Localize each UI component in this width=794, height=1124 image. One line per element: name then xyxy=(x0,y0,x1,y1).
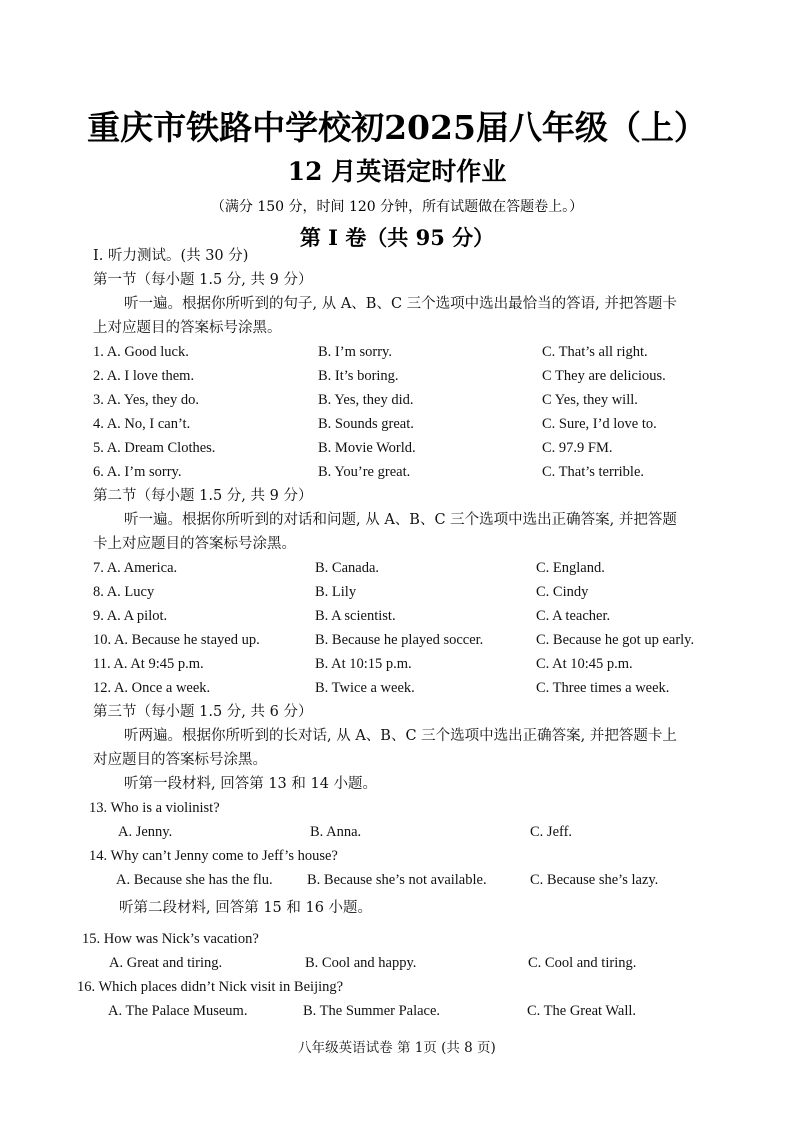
page-footer: 八年级英语试卷 第 1页 (共 8 页) xyxy=(298,1040,496,1056)
option-c: C. 97.9 FM. xyxy=(542,440,613,456)
section-instruction: 听一遍。根据你所听到的对话和问题, 从 A、B、C 三个选项中选出正确答案, 并把答题 xyxy=(124,512,677,528)
question-stem: 13. Who is a violinist? xyxy=(89,800,220,816)
option-a: A. Jenny. xyxy=(118,824,173,840)
option-a: A. Because she has the flu. xyxy=(116,872,273,888)
option-b: B. Cool and happy. xyxy=(305,955,417,971)
part-heading: I. 听力测试。(共 30 分) xyxy=(93,248,249,264)
option-c: C. Because he got up early. xyxy=(536,632,695,648)
option-c: C. A teacher. xyxy=(536,608,611,624)
section-instruction: 听两遍。根据你所听到的长对话, 从 A、B、C 三个选项中选出正确答案, 并把答题卡上 xyxy=(124,728,677,744)
section-heading: 第一节（每小题 1.5 分, 共 9 分） xyxy=(93,272,313,288)
option-b: B. Anna. xyxy=(310,824,362,840)
option-a: 8. A. Lucy xyxy=(93,584,155,600)
option-c: C. Sure, I’d love to. xyxy=(542,416,657,432)
section-heading: 第二节（每小题 1.5 分, 共 9 分） xyxy=(93,488,313,504)
option-c: C. Three times a week. xyxy=(536,680,670,696)
option-c: C Yes, they will. xyxy=(542,392,638,408)
option-b: B. Movie World. xyxy=(318,440,416,456)
question-stem: 15. How was Nick’s vacation? xyxy=(82,931,259,947)
option-a: 9. A. A pilot. xyxy=(93,608,168,624)
option-a: 10. A. Because he stayed up. xyxy=(93,632,260,648)
section-instruction: 上对应题目的答案标号涂黑。 xyxy=(93,320,282,336)
option-c: C. Cool and tiring. xyxy=(528,955,637,971)
option-b: B. The Summer Palace. xyxy=(303,1003,441,1019)
option-c: C. Because she’s lazy. xyxy=(530,872,659,888)
option-b: B. You’re great. xyxy=(318,464,411,480)
material-note: 听第二段材料, 回答第 15 和 16 小题。 xyxy=(119,900,373,916)
option-a: 3. A. Yes, they do. xyxy=(93,392,199,408)
option-a: 4. A. No, I can’t. xyxy=(93,416,191,432)
option-b: B. Because he played soccer. xyxy=(315,632,484,648)
section-heading: 第三节（每小题 1.5 分, 共 6 分） xyxy=(93,704,313,720)
option-b: B. Because she’s not available. xyxy=(307,872,487,888)
option-c: C. Jeff. xyxy=(530,824,573,840)
section-instruction: 卡上对应题目的答案标号涂黑。 xyxy=(93,536,296,552)
option-c: C. The Great Wall. xyxy=(527,1003,637,1019)
option-a: A. The Palace Museum. xyxy=(108,1003,248,1019)
option-b: B. At 10:15 p.m. xyxy=(315,656,412,672)
option-a: 2. A. I love them. xyxy=(93,368,195,384)
volume-heading: 第 I 卷（共 95 分） xyxy=(299,225,495,250)
option-a: 7. A. America. xyxy=(93,560,178,576)
option-c: C. That’s terrible. xyxy=(542,464,645,480)
section-instruction: 对应题目的答案标号涂黑。 xyxy=(93,752,267,768)
question-stem: 14. Why can’t Jenny come to Jeff’s house? xyxy=(89,848,338,864)
question-stem: 16. Which places didn’t Nick visit in Beijing? xyxy=(77,979,344,995)
exam-subtitle: 12 月英语定时作业 xyxy=(287,157,507,186)
option-c: C. That’s all right. xyxy=(542,344,648,360)
option-b: B. A scientist. xyxy=(315,608,396,624)
option-b: B. Twice a week. xyxy=(315,680,415,696)
option-a: 12. A. Once a week. xyxy=(93,680,211,696)
option-a: 5. A. Dream Clothes. xyxy=(93,440,216,456)
option-a: 6. A. I’m sorry. xyxy=(93,464,182,480)
option-c: C They are delicious. xyxy=(542,368,666,384)
option-b: B. I’m sorry. xyxy=(318,344,392,360)
section-instruction: 听一遍。根据你所听到的句子, 从 A、B、C 三个选项中选出最恰当的答语, 并把答题卡 xyxy=(124,296,677,312)
material-note: 听第一段材料, 回答第 13 和 14 小题。 xyxy=(124,776,378,792)
option-a: A. Great and tiring. xyxy=(109,955,223,971)
option-b: B. Yes, they did. xyxy=(318,392,414,408)
option-c: C. England. xyxy=(536,560,605,576)
option-c: C. At 10:45 p.m. xyxy=(536,656,633,672)
option-a: 11. A. At 9:45 p.m. xyxy=(93,656,204,672)
exam-note: （满分 150 分，时间 120 分钟，所有试题做在答题卷上。） xyxy=(210,199,584,215)
exam-title: 重庆市铁路中学校初2025届八年级（上） xyxy=(87,108,707,147)
option-c: C. Cindy xyxy=(536,584,589,600)
option-b: B. Canada. xyxy=(315,560,380,576)
option-b: B. Sounds great. xyxy=(318,416,414,432)
option-a: 1. A. Good luck. xyxy=(93,344,189,360)
option-b: B. It’s boring. xyxy=(318,368,399,384)
option-b: B. Lily xyxy=(315,584,357,600)
